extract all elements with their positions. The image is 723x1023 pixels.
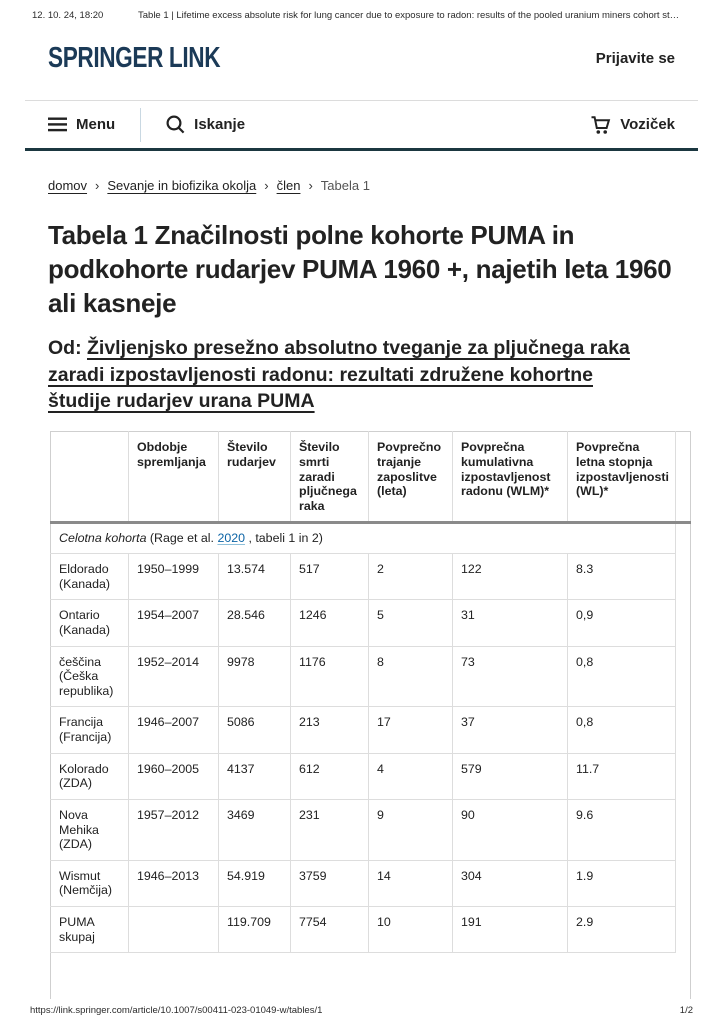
cell-wlm: 37 — [453, 707, 568, 753]
nav-left-group — [48, 101, 245, 148]
breadcrumb — [48, 178, 675, 193]
row-label: Kolorado (ZDA) — [51, 753, 129, 799]
cell-wl: 0,9 — [568, 600, 676, 646]
cell-deaths: 612 — [291, 753, 369, 799]
breadcrumb-article-link[interactable]: člen — [276, 178, 301, 193]
filler-cell — [51, 953, 691, 999]
cell-followup — [129, 907, 219, 953]
column-header-employment: Povprečno trajanje zaposlitve (leta) — [369, 432, 453, 523]
column-header-followup: Obdobje spremljanja — [129, 432, 219, 523]
spacer-cell — [676, 907, 691, 953]
cell-wlm: 90 — [453, 799, 568, 860]
search-label: Iskanje — [194, 116, 246, 133]
cell-miners: 54.919 — [219, 860, 291, 906]
cell-wlm: 191 — [453, 907, 568, 953]
chevron-right-icon: › — [264, 178, 269, 193]
print-url: https://link.springer.com/article/10.1007/s00411-023-01049-w/tables/1 — [30, 1005, 323, 1016]
chevron-right-icon: › — [95, 178, 100, 193]
column-header-miners: Število rudarjev — [219, 432, 291, 523]
menu-button[interactable] — [48, 116, 115, 133]
cell-employment: 9 — [369, 799, 453, 860]
cell-followup: 1960–2005 — [129, 753, 219, 799]
cell-deaths: 517 — [291, 554, 369, 600]
spacer-cell — [676, 860, 691, 906]
column-header-spacer — [676, 432, 691, 523]
cell-deaths: 1176 — [291, 646, 369, 707]
table-row-france — [51, 707, 691, 753]
cell-employment: 4 — [369, 753, 453, 799]
print-datetime: 12. 10. 24, 18:20 — [32, 10, 104, 21]
spacer-cell — [676, 707, 691, 753]
article-subtitle — [48, 335, 633, 414]
cohort-table — [50, 431, 691, 999]
cell-deaths: 213 — [291, 707, 369, 753]
site-header — [48, 42, 675, 75]
cell-miners: 119.709 — [219, 907, 291, 953]
row-label: Francija (Francija) — [51, 707, 129, 753]
cell-wlm: 579 — [453, 753, 568, 799]
cell-miners: 4137 — [219, 753, 291, 799]
cell-employment: 14 — [369, 860, 453, 906]
cell-wl: 1.9 — [568, 860, 676, 906]
cell-wlm: 122 — [453, 554, 568, 600]
row-label: Eldorado (Kanada) — [51, 554, 129, 600]
table-header-row — [51, 432, 691, 523]
breadcrumb-journal-link[interactable]: Sevanje in biofizika okolja — [107, 178, 257, 193]
cell-employment: 17 — [369, 707, 453, 753]
cart-button[interactable] — [590, 115, 675, 135]
table-row-eldorado — [51, 554, 691, 600]
row-label: Nova Mehika (ZDA) — [51, 799, 129, 860]
cell-followup: 1952–2014 — [129, 646, 219, 707]
table-row-ontario — [51, 600, 691, 646]
article-source-link[interactable]: Življenjsko presežno absolutno tveganje za pljučnega raka zaradi izpostavljenosti radonu: rezultati združene kohortne študije rudarjev urana PUMA — [48, 337, 630, 413]
cell-wl: 0,8 — [568, 646, 676, 707]
search-button[interactable] — [166, 115, 245, 134]
section-label-italic: Celotna kohorta — [59, 531, 147, 546]
cell-miners: 3469 — [219, 799, 291, 860]
section-label-post: , tabeli 1 in 2) — [245, 531, 323, 546]
table-row-wismut — [51, 860, 691, 906]
column-header-wl: Povprečna letna stopnja izpostavljenosti (WL)* — [568, 432, 676, 523]
table-row-puma-total — [51, 907, 691, 953]
spacer-cell — [676, 600, 691, 646]
cell-wl: 0,8 — [568, 707, 676, 753]
print-footer — [30, 1005, 693, 1016]
menu-label: Menu — [76, 116, 116, 133]
table-row-newmexico — [51, 799, 691, 860]
cell-followup: 1950–1999 — [129, 554, 219, 600]
sign-in-link[interactable]: Prijavite se — [595, 50, 675, 67]
cell-wlm: 304 — [453, 860, 568, 906]
spacer-cell — [676, 753, 691, 799]
citation-link[interactable]: 2020 — [217, 531, 246, 546]
cell-wl: 8.3 — [568, 554, 676, 600]
breadcrumb-home-link[interactable]: domov — [48, 178, 88, 193]
table-row-colorado — [51, 753, 691, 799]
column-header-deaths: Število smrti zaradi pljučnega raka — [291, 432, 369, 523]
cell-wlm: 31 — [453, 600, 568, 646]
cell-miners: 28.546 — [219, 600, 291, 646]
spacer-cell — [676, 554, 691, 600]
row-label: Ontario (Kanada) — [51, 600, 129, 646]
cell-deaths: 231 — [291, 799, 369, 860]
cell-deaths: 7754 — [291, 907, 369, 953]
section-label-cell — [51, 523, 676, 554]
cell-miners: 9978 — [219, 646, 291, 707]
print-header — [0, 0, 723, 21]
springer-link-logo[interactable]: SPRINGER LINK — [48, 42, 221, 74]
nav-bottom-rule — [25, 148, 698, 151]
cell-employment: 2 — [369, 554, 453, 600]
nav-bar — [48, 101, 675, 148]
cell-deaths: 3759 — [291, 860, 369, 906]
cart-icon — [590, 115, 611, 135]
chevron-right-icon: › — [308, 178, 313, 193]
row-label: češčina (Češka republika) — [51, 646, 129, 707]
cell-followup: 1954–2007 — [129, 600, 219, 646]
cell-employment: 5 — [369, 600, 453, 646]
column-header-rowlabel — [51, 432, 129, 523]
hamburger-icon — [48, 117, 67, 132]
row-label: PUMA skupaj — [51, 907, 129, 953]
search-icon — [166, 115, 185, 134]
breadcrumb-current: Tabela 1 — [320, 178, 370, 193]
cart-label: Voziček — [620, 116, 675, 133]
cell-wl: 11.7 — [568, 753, 676, 799]
cell-followup: 1946–2007 — [129, 707, 219, 753]
cell-wlm: 73 — [453, 646, 568, 707]
spacer-cell — [676, 646, 691, 707]
cell-followup: 1957–2012 — [129, 799, 219, 860]
print-doc-title: Table 1 | Lifetime excess absolute risk for lung cancer due to exposure to radon: results of the pooled uranium miners cohort st… — [138, 10, 680, 21]
column-header-wlm: Povprečna kumulativna izpostavljenost radonu (WLM)* — [453, 432, 568, 523]
table-section-row — [51, 523, 691, 554]
cell-miners: 13.574 — [219, 554, 291, 600]
spacer-cell — [676, 523, 691, 554]
spacer-cell — [676, 799, 691, 860]
print-page-number: 1/2 — [679, 1005, 693, 1016]
cell-wl: 9.6 — [568, 799, 676, 860]
from-label: Od: — [48, 337, 82, 360]
table-continuation-space — [51, 953, 691, 999]
cell-followup: 1946–2013 — [129, 860, 219, 906]
page-title: Tabela 1 Značilnosti polne kohorte PUMA in podkohorte rudarjev PUMA 1960 +, najetih leta 1960 ali kasneje — [48, 220, 672, 318]
cell-employment: 10 — [369, 907, 453, 953]
nav-divider — [140, 108, 141, 142]
cell-miners: 5086 — [219, 707, 291, 753]
row-label: Wismut (Nemčija) — [51, 860, 129, 906]
cell-deaths: 1246 — [291, 600, 369, 646]
table-row-czech — [51, 646, 691, 707]
cell-wl: 2.9 — [568, 907, 676, 953]
section-label-pre: (Rage et al. — [146, 531, 218, 546]
cell-employment: 8 — [369, 646, 453, 707]
